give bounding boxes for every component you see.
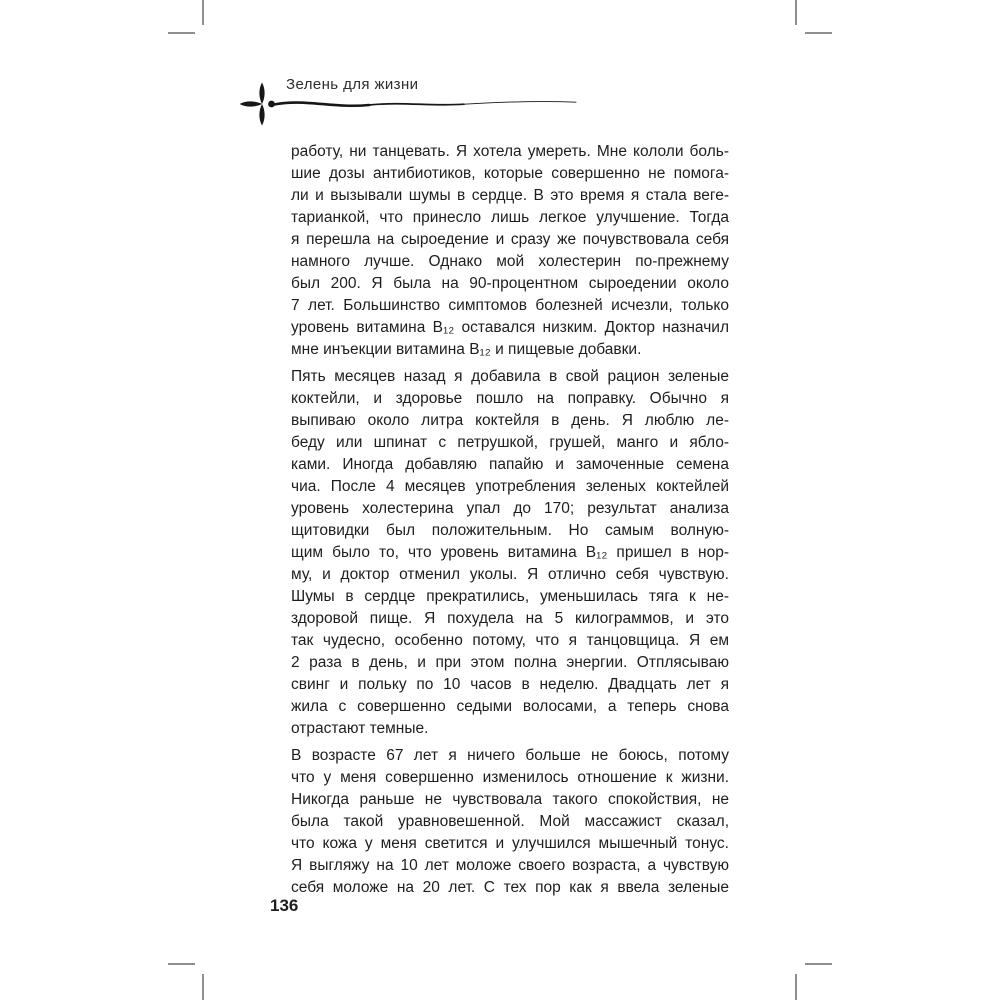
text-line: Я выгляжу на 10 лет моложе своего возраста, а чувствую [291, 857, 729, 874]
text-line: щим было то, что уровень витамина В₁₂ пришел в нор- [291, 544, 729, 561]
text-line: беду или шпинат с петрушкой, грушей, манго и ябло- [291, 434, 729, 451]
paragraph [291, 366, 729, 740]
text-line: ли и вызывали шумы в сердце. В это время я стала веге- [291, 187, 729, 204]
text-line: работу, ни танцевать. Я хотела умереть. Мне кололи боль- [291, 143, 729, 160]
text-line: Никогда раньше не чувствовала такого спокойствия, не [291, 791, 729, 808]
text-line: ками. Иногда добавляю папайю и замоченные семена [291, 456, 729, 473]
text-line: был 200. Я была на 90-процентном сыроедении около [291, 275, 729, 292]
crop-mark-bottom-right-horizontal [805, 963, 832, 965]
text-line: мне инъекции витамина В₁₂ и пищевые добавки. [291, 341, 642, 358]
text-line: Пять месяцев назад я добавила в свой рацион зеленые [291, 368, 729, 385]
text-line: Шумы в сердце прекратились, уменьшилась тяга к не- [291, 588, 729, 605]
text-line: жила с совершенно седыми волосами, а теперь снова [291, 698, 729, 715]
text-line: уровень витамина В₁₂ оставался низким. Доктор назначил [291, 319, 729, 336]
text-line: была такой уравновешенной. Мой массажист сказал, [291, 813, 729, 830]
text-line: отрастают темные. [291, 720, 429, 737]
text-line: намного лучше. Однако мой холестерин по-прежнему [291, 253, 729, 270]
text-line: тарианкой, что принесло лишь легкое улучшение. Тогда [291, 209, 729, 226]
crop-mark-top-right-vertical [795, 0, 797, 25]
text-line: му, и доктор отменил уколы. Я отлично себя чувствую. [291, 566, 729, 583]
text-line: уровень холестерина упал до 170; результат анализа [291, 500, 729, 517]
text-line: выпиваю около литра коктейля в день. Я люблю ле- [291, 412, 729, 429]
text-line: В возрасте 67 лет я ничего больше не боюсь, потому [291, 747, 729, 764]
crop-mark-bottom-left-vertical [202, 974, 204, 1000]
crop-mark-bottom-right-vertical [795, 974, 797, 1000]
text-line: чиа. После 4 месяцев употребления зеленых коктейлей [291, 478, 729, 495]
body-text [291, 141, 729, 904]
crop-mark-bottom-left-horizontal [168, 963, 195, 965]
text-line: я перешла на сыроедение и сразу же почувствовала себя [291, 231, 729, 248]
crop-mark-top-left-vertical [202, 0, 204, 25]
crop-mark-top-right-horizontal [805, 32, 832, 34]
text-line: себя моложе на 20 лет. С тех пор как я ввела зеленые [291, 879, 729, 896]
text-line: свинг и польку по 10 часов в неделю. Двадцать лет я [291, 676, 729, 693]
header-title: Зелень для жизни [286, 76, 419, 93]
text-line: щитовидки был положительным. Но самым волную- [291, 522, 729, 539]
text-line: шие дозы антибиотиков, которые совершенно не помога- [291, 165, 729, 182]
text-line: что у меня совершенно изменилось отношение к жизни. [291, 769, 729, 786]
text-line: здоровой пище. Я похудела на 5 килограммов, и это [291, 610, 729, 627]
text-line: так чудесно, особенно потому, что я танцовщица. Я ем [291, 632, 729, 649]
text-line: коктейли, и здоровье пошло на поправку. Обычно я [291, 390, 729, 407]
running-header [238, 78, 638, 134]
text-line: 2 раза в день, и при этом полна энергии. Отплясываю [291, 654, 729, 671]
page-number: 136 [270, 896, 299, 915]
text-line: 7 лет. Большинство симптомов болезней исчезли, только [291, 297, 729, 314]
text-line: что кожа у меня светится и улучшился мышечный тонус. [291, 835, 729, 852]
paragraph [291, 141, 729, 361]
crop-mark-top-left-horizontal [168, 32, 195, 34]
paragraph [291, 745, 729, 899]
